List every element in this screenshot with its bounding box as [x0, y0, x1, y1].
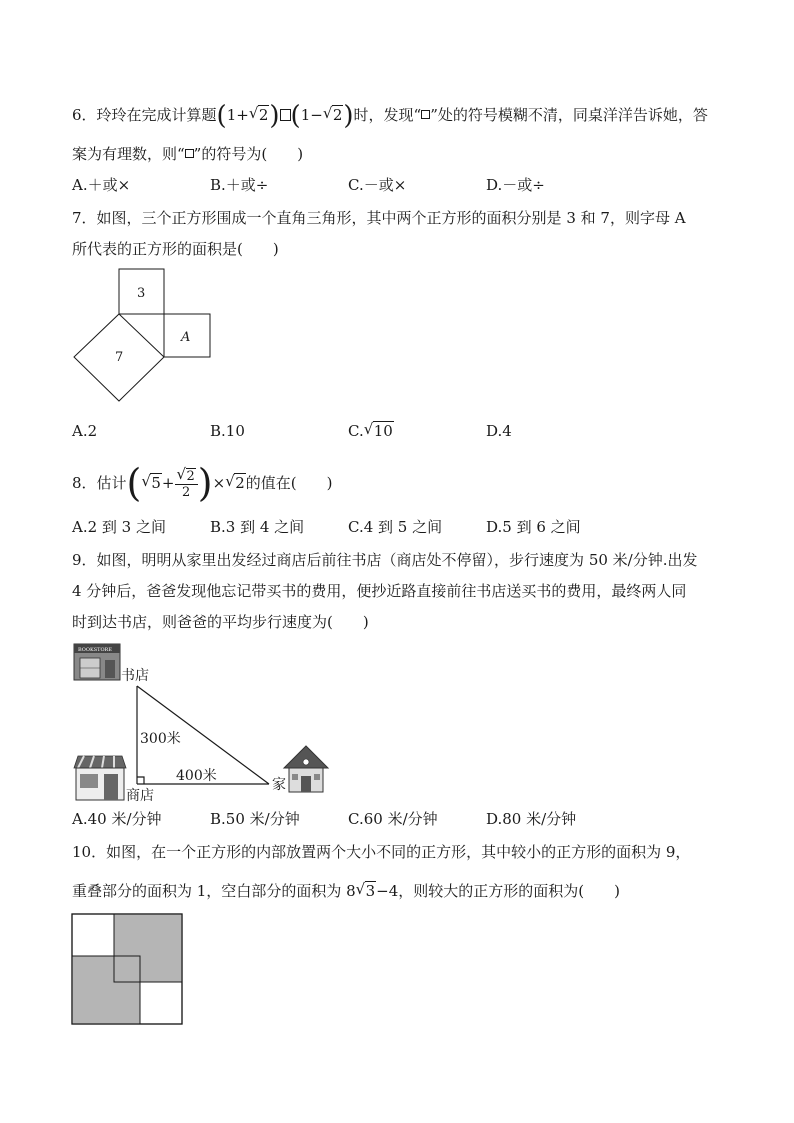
q6-option-a[interactable]: A.＋或× [72, 176, 131, 194]
q9-option-b[interactable]: B.50 米/分钟 [210, 810, 300, 828]
q9-option-a[interactable]: A.40 米/分钟 [72, 810, 162, 828]
home-icon [284, 746, 328, 792]
svg-text:BOOKSTORE: BOOKSTORE [78, 647, 112, 653]
q6-suffix-1: 时，发现“ [353, 106, 422, 124]
q10-line2-a: 重叠部分的面积为 1，空白部分的面积为 8 [72, 882, 356, 900]
question-10-line-2 [72, 880, 620, 902]
question-6-line-1: 6．玲玲在完成计算题(1+√ 2) (1−√ 2)时，发现“ ”处的符号模糊不清，同桌洋洋告诉她，答 [72, 104, 708, 127]
q8-option-a[interactable]: A.2 到 3 之间 [72, 518, 166, 536]
q8-option-b[interactable]: B.3 到 4 之间 [210, 518, 305, 536]
q8-frac-num: 2 [186, 468, 195, 484]
q7-option-b[interactable]: B.10 [210, 422, 245, 440]
blurred-symbol-box-inline [421, 110, 430, 119]
q7-option-c[interactable] [348, 421, 394, 441]
q6-option-c[interactable]: C.－或× [348, 176, 407, 194]
q10-line2-rad: 3 [365, 882, 376, 900]
q7-option-c-rad: 10 [373, 422, 393, 440]
q7-squares-figure [70, 265, 220, 405]
q10-line2-b: −4，则较大的正方形的面积为( ) [376, 882, 620, 900]
q7-option-a[interactable]: A.2 [72, 422, 98, 440]
q9-route-figure [70, 640, 340, 805]
q8-rad2: 2 [235, 474, 245, 492]
q8-suffix: 的值在( ) [245, 474, 333, 492]
blurred-symbol-box-inline [185, 149, 194, 158]
q6-expr-b: 1− [300, 106, 323, 124]
question-8-line: 8．估计(√ 5+ √ $\frac{2}{2}$ )×√ 2的值在( ) [72, 466, 332, 500]
horizontal-distance-label: 400米 [176, 768, 217, 784]
q7-option-d[interactable]: D.4 [486, 422, 512, 440]
home-label: 家 [272, 777, 286, 793]
blurred-symbol-box [280, 109, 291, 121]
label-7: 7 [115, 350, 124, 365]
q6-suffix-2: ”处的符号模糊不清，同桌洋洋告诉她，答 [430, 106, 708, 124]
q8-times: × [212, 474, 226, 492]
q8-option-c[interactable]: C.4 到 5 之间 [348, 518, 443, 536]
q9-option-d[interactable]: D.80 米/分钟 [486, 810, 577, 828]
q8-frac-den: 2 [182, 484, 191, 500]
q8-prefix: 8．估计 [72, 474, 127, 492]
q9-option-c[interactable]: C.60 米/分钟 [348, 810, 438, 828]
q6-expr-a-rad: 2 [258, 106, 269, 124]
label-3: 3 [137, 286, 146, 301]
shop-label: 商店 [126, 788, 154, 804]
question-9-line-2: 4 分钟后，爸爸发现他忘记带买书的费用，便抄近路直接前往书店送买书的费用，最终两人同 [72, 582, 687, 600]
q8-option-d[interactable]: D.5 到 6 之间 [486, 518, 581, 536]
q10-squares-figure [70, 912, 186, 1028]
shop-icon [74, 756, 126, 800]
q6-expr-b-rad: 2 [332, 106, 343, 124]
bookstore-label: 书店 [121, 668, 149, 684]
overlap-region [114, 956, 140, 982]
q7-option-c-label: C. [348, 422, 364, 440]
q6-prefix: 6．玲玲在完成计算题 [72, 106, 217, 124]
bookstore-icon [74, 644, 120, 680]
vertical-distance-label: 300米 [140, 731, 181, 747]
q8-rad1: 5 [151, 474, 161, 492]
q8-plus: + [161, 474, 175, 492]
question-9-line-3: 时到达书店，则爸爸的平均步行速度为( ) [72, 613, 369, 631]
q6-expr-a: 1+ [226, 106, 249, 124]
question-10-line-1: 10．如图，在一个正方形的内部放置两个大小不同的正方形，其中较小的正方形的面积为 9， [72, 843, 691, 861]
question-7-line-1: 7．如图，三个正方形围成一个直角三角形，其中两个正方形的面积分别是 3 和 7，则字母 A [72, 209, 686, 227]
label-a: A [181, 330, 191, 345]
q6-line2-b: ”的符号为( ) [193, 145, 304, 163]
question-7-line-2: 所代表的正方形的面积是( ) [72, 240, 279, 258]
q6-option-b[interactable]: B.＋或÷ [210, 176, 269, 194]
q6-line2-a: 案为有理数，则“ [72, 145, 185, 163]
question-6-line-2 [72, 143, 303, 165]
question-9-line-1: 9．如图，明明从家里出发经过商店后前往书店（商店处不停留），步行速度为 50 米/分钟.出发 [72, 551, 698, 569]
q8-fraction [175, 469, 198, 500]
q6-option-d[interactable]: D.－或÷ [486, 176, 545, 194]
